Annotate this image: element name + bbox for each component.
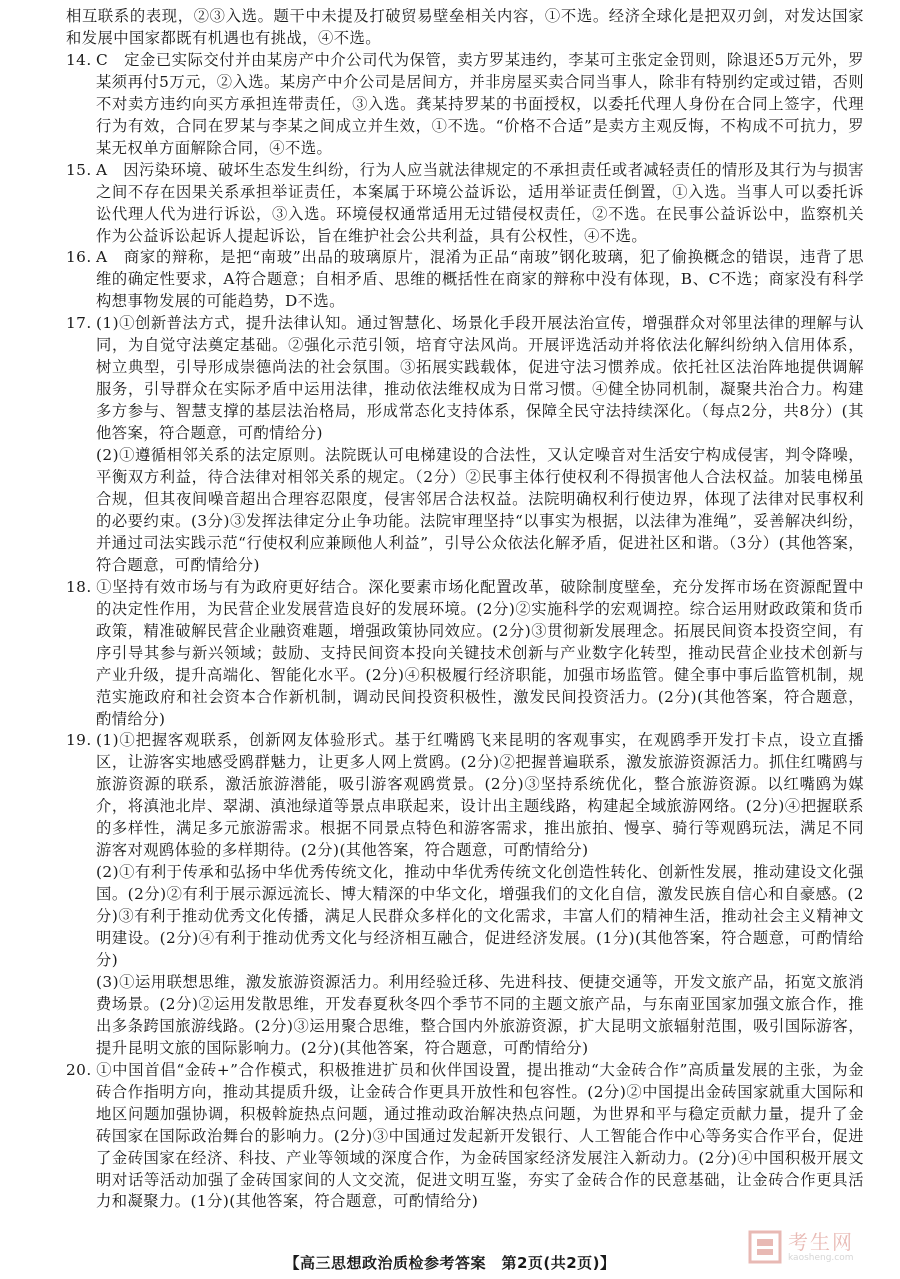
item-number: 20. bbox=[66, 1060, 92, 1079]
answer-text: C 定金已实际交付并由某房产中介公司代为保管，卖方罗某违约，李某可主张定金罚则，除退还5万元外，罗某须再付5万元，②入选。某房产中介公司是居间方，并非房屋买卖合同当事人，除非有特别约定或过错，否则不对卖方违约向买方承担连带责任，③入选。龚某持罗某的书面授权，以委托代理人身份在合同上签字，代理行为有效，合同在罗某与李某之间成立并生效，①不选。“价格不合适”是卖方主观反悔，不构成不可抗力，罗某无权单方面解除合同，④不选。 bbox=[96, 50, 864, 157]
item-number: 18. bbox=[66, 577, 92, 596]
answer-item-20 bbox=[66, 1060, 864, 1214]
item-number: 19. bbox=[66, 731, 92, 750]
answer-text: ①坚持有效市场与有为政府更好结合。深化要素市场化配置改革，破除制度壁垒，充分发挥市场在资源配置中的决定性作用，为民营企业发展营造良好的发展环境。(2分)②实施科学的宏观调控。综合运用财政政策和货币政策，精准破解民营企业融资难题，增强政策协同效应。(2分)③贯彻新发展理念。拓展民间资本投资空间，有序引导其参与新兴领域；鼓励、支持民间资本投向关键技术创新与产业数字化转型，推动民营企业技术创新与产业升级，提升高端化、智能化水平。(2分)④积极履行经济职能，加强市场监管。健全事中事后监管机制，规范实施政府和社会资本合作新机制，调动民间投资积极性，激发民间投资活力。(2分)(其他答案，符合题意，酌情给分) bbox=[96, 577, 864, 728]
answer-text: (2)①有利于传承和弘扬中华优秀传统文化，推动中华优秀传统文化创造性转化、创新性发展，推动建设文化强国。(2分)②有利于展示源远流长、博大精深的中华文化，增强我们的文化自信，激发民族自信心和自豪感。(2分)③有利于推动优秀文化传播，满足人民群众多样化的文化需求，丰富人们的精神生活，推动社会主义精神文明建设。(2分)④有利于推动优秀文化与经济相互融合，促进经济发展。(1分)(其他答案，符合题意，可酌情给分) bbox=[96, 863, 864, 969]
answer-text: 相互联系的表现，②③入选。题干中未提及打破贸易壁垒相关内容，①不选。经济全球化是把双刃剑，对发达国家和发展中国家都既有机遇也有挑战，④不选。 bbox=[66, 7, 864, 47]
answer-item-17-part2 bbox=[96, 445, 864, 577]
answer-item-17 bbox=[66, 313, 864, 445]
answer-item-14 bbox=[66, 50, 864, 160]
answer-item-15 bbox=[66, 160, 864, 248]
page-footer: 【高三思想政治质检参考答案 第2页(共2页)】 bbox=[284, 1254, 616, 1272]
answer-content bbox=[66, 6, 864, 1213]
answer-text: (2)①遵循相邻关系的法定原则。法院既认可电梯建设的合法性，又认定噪音对生活安宁构成侵害，判令降噪，平衡双方利益，待合法律对相邻关系的规定。（2分）②民事主体行使权利不得损害他人合法权益。加装电梯虽合规，但其夜间噪音超出合理容忍限度，侵害邻居合法权益。法院明确权利行使边界，体现了法律对民事权利的必要约束。(3分)③发挥法律定分止争功能。法院审理坚持“以事实为根据，以法律为准绳”，妥善解决纠纷，并通过司法实践示范“行使权利应兼顾他人利益”，引导公众依法化解矛盾，促进社区和谐。（3分）(其他答案，符合题意，可酌情给分) bbox=[96, 446, 864, 574]
item-number: 16. bbox=[66, 248, 92, 267]
answer-item-18 bbox=[66, 577, 864, 731]
answer-item-19 bbox=[66, 730, 864, 862]
answer-item-19-part2 bbox=[96, 862, 864, 972]
answer-text: A 商家的辩称，是把“南玻”出品的玻璃原片，混淆为正品“南玻”钢化玻璃，犯了偷换概念的错误，违背了思维的确定性要求，A符合题意；自相矛盾、思维的概括性在商家的辩称中没有体现，B、C不选；商家没有科学构想事物发展的可能趋势，D不选。 bbox=[96, 248, 864, 311]
answer-text: ①中国首倡“金砖+”合作模式，积极推进扩员和伙伴国设置，提出推动“大金砖合作”高质量发展的主张，为金砖合作指明方向，推动其提质升级，让金砖合作更具开放性和包容性。(2分)②中国提出金砖国家就重大国际和地区问题加强协调，积极斡旋热点问题，通过推动政治解决热点问题，为世界和平与稳定贡献力量，提升了金砖国家在国际政治舞台的影响力。(2分)③中国通过发起新开发银行、人工智能合作中心等务实合作平台，促进了金砖国家在经济、科技、产业等领域的深度合作，为金砖国家经济发展注入新动力。(2分)④中国积极开展文明对话等活动加强了金砖国家间的人文交流，促进文明互鉴，夯实了金砖合作的民意基础，让金砖合作更具活力和凝聚力。(1分)(其他答案，符合题意，可酌情给分) bbox=[96, 1060, 864, 1211]
watermark-url-text: kaosheng.com bbox=[788, 1252, 854, 1263]
answer-item-16 bbox=[66, 247, 864, 313]
answer-text: (1)①创新普法方式，提升法律认知。通过智慧化、场景化手段开展法治宣传，增强群众对邻里法律的理解与认同，为自觉守法奠定基础。②强化示范引领，培育守法风尚。开展评选活动并将依法化解纠纷纳入信用体系，树立典型，引导形成崇德尚法的社会氛围。③拓展实践载体，促进守法习惯养成。依托社区法治阵地提供调解服务，引导群众在实际矛盾中运用法律，推动依法维权成为日常习惯。④健全协同机制，凝聚共治合力。构建多方参与、智慧支撑的基层法治格局，形成常态化支持体系，保障全民守法持续深化。（每点2分，共8分）(其他答案，符合题意，可酌情给分) bbox=[96, 314, 864, 443]
answer-text: (3)①运用联想思维，激发旅游资源活力。利用经验迁移、先进科技、便捷交通等，开发文旅产品，拓宽文旅消费场景。(2分)②运用发散思维，开发春夏秋冬四个季节不同的主题文旅产品，与东南亚国家加强文旅合作，推出多条跨国旅游线路。(2分)③运用聚合思维，整合国内外旅游资源，扩大昆明文旅辐射范围，吸引国际游客，提升昆明文旅的国际影响力。(2分)(其他答案，符合题意，可酌情给分) bbox=[96, 972, 864, 1057]
answer-item-19-part3 bbox=[96, 972, 864, 1060]
answer-continuation bbox=[66, 6, 864, 50]
item-number: 14. bbox=[66, 50, 92, 69]
answer-text: (1)①把握客观联系，创新网友体验形式。基于红嘴鸥飞来昆明的客观事实，在观鸥季开发打卡点，设立直播区，让游客实地感受鸥群魅力，让更多人网上赏鸥。(2分)②把握普遍联系，激发旅游资源活力。抓住红嘴鸥与旅游资源的联系，激活旅游潜能，吸引游客观鸥赏景。(2分)③坚持系统优化，整合旅游资源。以红嘴鸥为媒介，将滇池北岸、翠湖、滇池绿道等景点串联起来，设计出主题线路，构建起全域旅游网络。(2分)④把握联系的多样性，满足多元旅游需求。根据不同景点特色和游客需求，推出旅拍、慢享、骑行等观鸥玩法，满足不同游客对观鸥体验的多样期待。(2分)(其他答案，符合题意，可酌情给分) bbox=[96, 731, 864, 860]
answer-text: A 因污染环境、破坏生态发生纠纷，行为人应当就法律规定的不承担责任或者减轻责任的情形及其行为与损害之间不存在因果关系承担举证责任，本案属于环境公益诉讼，适用举证责任倒置，①入选。当事人可以委托诉讼代理人代为进行诉讼，③入选。环境侵权通常适用无过错侵权责任，②不选。在民事公益诉讼中，监察机关作为公益诉讼起诉人提起诉讼，旨在维护社会公共利益，具有公权性，④不选。 bbox=[96, 160, 864, 245]
watermark-main-text: 考生网 bbox=[788, 1229, 854, 1254]
item-number: 17. bbox=[66, 314, 92, 333]
item-number: 15. bbox=[66, 160, 92, 179]
